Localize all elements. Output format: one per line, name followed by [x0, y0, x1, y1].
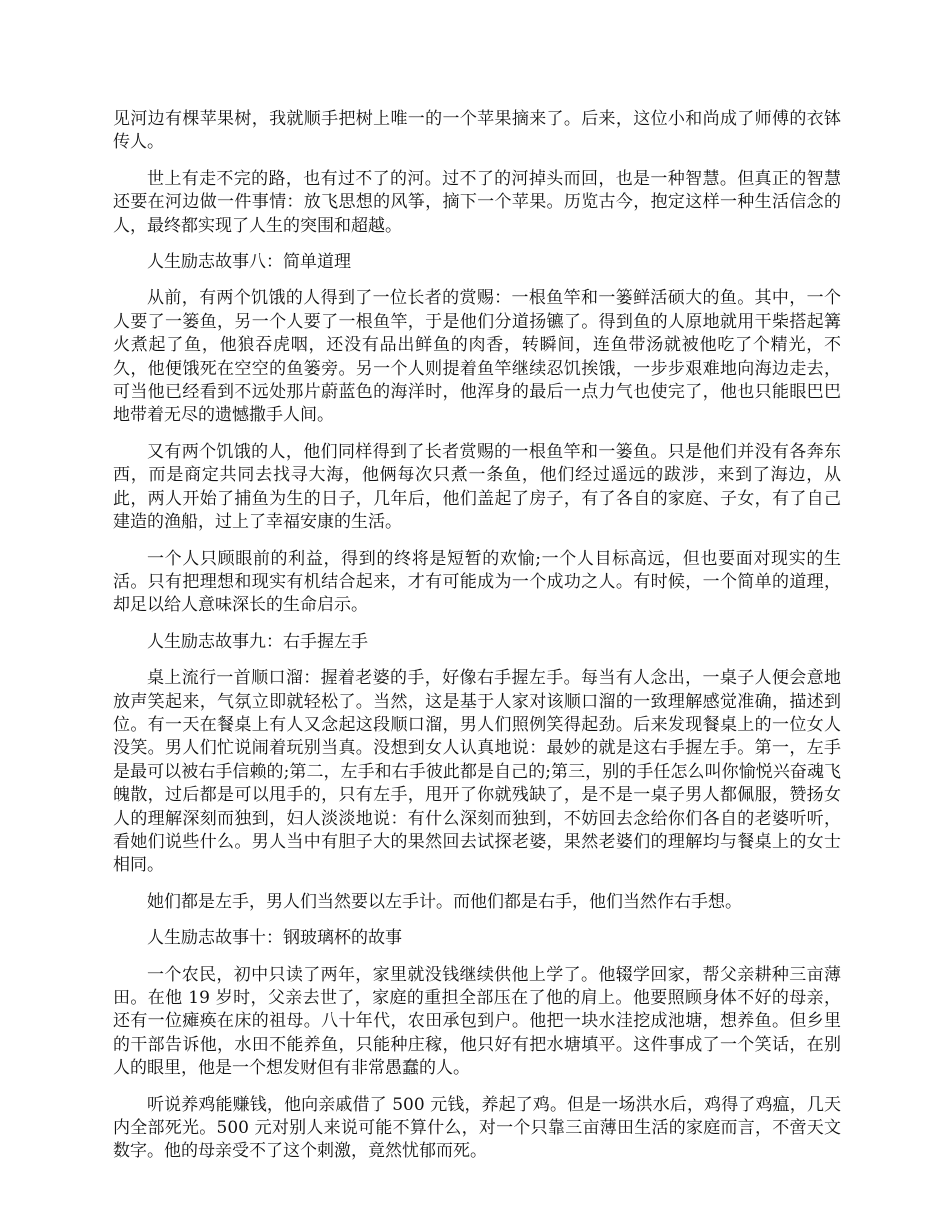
paragraph-story-9-moral: 她们都是左手，男人们当然要以左手计。而他们都是右手，他们当然作右手想。: [147, 891, 742, 912]
paragraph-story-10-part-2: 听说养鸡能赚钱，他向亲戚借了 500 元钱，养起了鸡。但是一场洪水后，鸡得了鸡瘟，几天内全部死光。500 元对别人来说可能不算什么，对一个只靠三亩薄田生活的家庭而言，不啻天文数字。他的母亲受不了这个刺激，竟然忧郁而死。: [113, 1094, 841, 1162]
paragraph-story-9-part-1: 桌上流行一首顺口溜：握着老婆的手，好像右手握左手。每当有人念出，一桌子人便会意地放声笑起来，气氛立即就轻松了。当然，这是基于人家对该顺口溜的一致理解感觉准确，描述到位。有一天在餐桌上有人又念起这段顺口溜，男人们照例笑得起劲。后来发现餐桌上的一位女人没笑。男人们忙说闹着玩别当真。没想到女人认真地说：最妙的就是这右手握左手。第一，左手是最可以被右手信赖的;第二，左手和右手彼此都是自己的;第三，别的手任怎么叫你愉悦兴奋魂飞魄散，过后都是可以甩手的，只有左手，甩开了你就残缺了，是不是一桌子男人都佩服，赞扬女人的理解深刻而独到，妇人淡淡地说：有什么深刻而独到，不妨回去念给你们各自的老婆听听，看她们说些什么。男人当中有胆子大的果然回去试探老婆，果然老婆们的理解均与餐桌上的女士相同。: [113, 668, 842, 876]
paragraph-river-wisdom: 世上有走不完的路，也有过不了的河。过不了的河掉头而回，也是一种智慧。但真正的智慧还要在河边做一件事情：放飞思想的风筝，摘下一个苹果。历览古今，抱定这样一种生活信念的人，最终都实现了人生的突围和超越。: [113, 168, 841, 236]
document-page: [113, 108, 841, 1177]
section-heading-story-9: 人生励志故事九：右手握左手: [147, 631, 368, 652]
paragraph-story-10-part-1: 一个农民，初中只读了两年，家里就没钱继续供他上学了。他辍学回家，帮父亲耕种三亩薄田。在他 19 岁时，父亲去世了，家庭的重担全部压在了他的肩上。他要照顾身体不好的母亲，还有一位瘫痪在床的祖母。八十年代，农田承包到户。他把一块水洼挖成池塘，想养鱼。但乡里的干部告诉他，水田不能养鱼，只能种庄稼，他只好有把水塘填平。这件事成了一个笑话，在别人的眼里，他是一个想发财但有非常愚蠢的人。: [113, 964, 841, 1079]
paragraph-story-8-part-2: 又有两个饥饿的人，他们同样得到了长者赏赐的一根鱼竿和一篓鱼。只是他们并没有各奔东西，而是商定共同去找寻大海，他俩每次只煮一条鱼，他们经过遥远的跋涉，来到了海边，从此，两人开始了捕鱼为生的日子，几年后，他们盖起了房子，有了各自的家庭、子女，有了自己建造的渔船，过上了幸福安康的生活。: [113, 441, 841, 533]
paragraph-story-8-moral: 一个人只顾眼前的利益，得到的终将是短暂的欢愉;一个人目标高远，但也要面对现实的生活。只有把理想和现实有机结合起来，才有可能成为一个成功之人。有时候，一个简单的道理，却足以给人意味深长的生命启示。: [113, 548, 841, 616]
section-heading-story-8: 人生励志故事八：简单道理: [147, 252, 351, 273]
section-heading-story-10: 人生励志故事十：钢玻璃杯的故事: [147, 928, 402, 949]
paragraph-continuation: 见河边有棵苹果树，我就顺手把树上唯一的一个苹果摘来了。后来，这位小和尚成了师傅的衣钵传人。: [113, 109, 841, 153]
paragraph-story-8-part-1: 从前，有两个饥饿的人得到了一位长者的赏赐：一根鱼竿和一篓鲜活硕大的鱼。其中，一个人要了一篓鱼，另一个人要了一根鱼竿，于是他们分道扬镳了。得到鱼的人原地就用干柴搭起篝火煮起了鱼，他狼吞虎咽，还没有品出鲜鱼的肉香，转瞬间，连鱼带汤就被他吃了个精光，不久，他便饿死在空空的鱼篓旁。另一个人则提着鱼竿继续忍饥挨饿，一步步艰难地向海边走去，可当他已经看到不远处那片蔚蓝色的海洋时，他浑身的最后一点力气也使完了，他也只能眼巴巴地带着无尽的遗憾撒手人间。: [113, 288, 841, 426]
